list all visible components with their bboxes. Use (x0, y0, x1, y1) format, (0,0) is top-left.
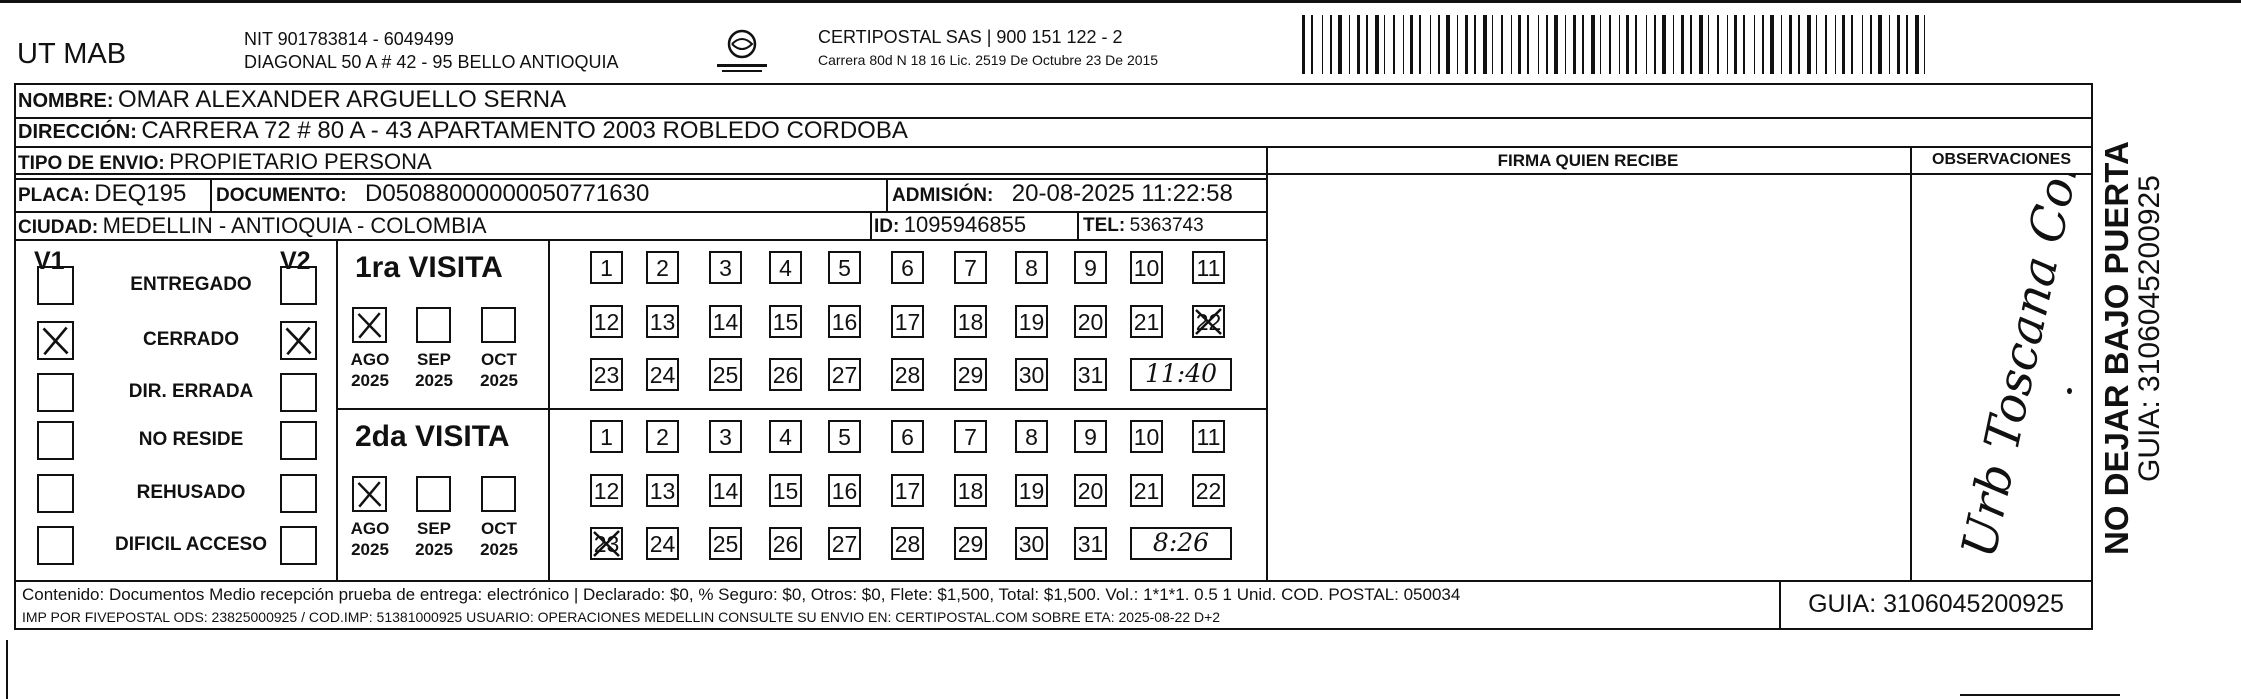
status-label: CERRADO (142, 329, 240, 350)
day-box-23[interactable]: 23 (590, 358, 623, 391)
day-box-26[interactable]: 26 (769, 527, 802, 560)
tel-value: 5363743 (1129, 215, 1204, 236)
name-row (18, 88, 566, 112)
plate-value: DEQ195 (94, 180, 187, 207)
status-label: DIFICIL ACCESO (114, 534, 267, 555)
day-box-29[interactable]: 29 (954, 358, 987, 391)
day-box-6[interactable]: 6 (891, 420, 924, 453)
day-box-4[interactable]: 4 (769, 420, 802, 453)
day-box-9[interactable]: 9 (1074, 251, 1107, 284)
day-box-8[interactable]: 8 (1015, 251, 1048, 284)
day-box-13[interactable]: 13 (646, 305, 679, 338)
month-label: OCT (481, 519, 517, 538)
v1-checkbox-1[interactable] (37, 321, 74, 360)
day-box-1[interactable]: 1 (590, 420, 623, 453)
month-checkbox-ago[interactable] (352, 476, 387, 512)
day-box-4[interactable]: 4 (769, 251, 802, 284)
v1-label: V1 (34, 247, 65, 275)
id-value: 1095946855 (903, 212, 1027, 237)
observations-handwriting (1912, 175, 2092, 579)
city-row (18, 215, 487, 237)
month-checkbox-sep[interactable] (416, 476, 451, 512)
plate-row (18, 182, 186, 206)
day-box-12[interactable]: 12 (590, 305, 623, 338)
month-year: 2025 (415, 540, 453, 559)
company-license: Carrera 80d N 18 16 Lic. 2519 De Octubre 23 De 2015 (818, 52, 1159, 68)
day-box-19[interactable]: 19 (1015, 474, 1048, 507)
sender-address: DIAGONAL 50 A # 42 - 95 BELLO ANTIOQUIA (244, 52, 619, 72)
day-box-10[interactable]: 10 (1130, 420, 1163, 453)
handwriting-svg (1912, 175, 2092, 579)
day-box-13[interactable]: 13 (646, 474, 679, 507)
status-label: ENTREGADO (130, 274, 252, 295)
left-page-edge (6, 640, 8, 699)
month-checkbox-oct[interactable] (481, 307, 516, 343)
day-box-27[interactable]: 27 (828, 527, 861, 560)
day-box-24[interactable]: 24 (646, 527, 679, 560)
observations-header: OBSERVACIONES (1932, 151, 2071, 168)
month-year: 2025 (415, 371, 453, 390)
day-box-9[interactable]: 9 (1074, 420, 1107, 453)
day-box-21[interactable]: 21 (1130, 474, 1163, 507)
day-box-17[interactable]: 17 (891, 474, 924, 507)
day-box-14[interactable]: 14 (709, 474, 742, 507)
day-box-11[interactable]: 11 (1192, 251, 1225, 284)
v2-checkbox-4[interactable] (280, 474, 317, 513)
v1-checkbox-2[interactable] (37, 373, 74, 412)
month-checkbox-ago[interactable] (352, 307, 387, 343)
day-box-30[interactable]: 30 (1015, 527, 1048, 560)
day-box-5[interactable]: 5 (828, 420, 861, 453)
status-label: DIR. ERRADA (128, 381, 254, 402)
day-mark-icon (590, 527, 623, 560)
id-label: ID: (874, 216, 900, 237)
admission-row (892, 182, 1233, 206)
visit-title: 1ra VISITA (355, 251, 503, 284)
status-label: NO RESIDE (138, 429, 244, 450)
month-year: 2025 (351, 540, 389, 559)
v1-checkbox-4[interactable] (37, 474, 74, 513)
day-box-14[interactable]: 14 (709, 305, 742, 338)
day-box-28[interactable]: 28 (891, 358, 924, 391)
day-box-17[interactable]: 17 (891, 305, 924, 338)
side-warning: NO DEJAR BAJO PUERTA (2098, 141, 2135, 555)
recipient-address: CARRERA 72 # 80 A - 43 APARTAMENTO 2003 ROBLEDO CORDOBA (141, 117, 908, 144)
footer-content: Contenido: Documentos Medio recepción prueba de entrega: electrónico | Declarado: $0, % Seguro: $0, Otros: $0, Flete: $1,500, Total: $1,500. Vol.: 1*1*1. 0.5 1 Unid. COD. POSTAL: 050034 (22, 585, 1461, 604)
day-box-25[interactable]: 25 (709, 527, 742, 560)
recipient-name: OMAR ALEXANDER ARGUELLO SERNA (118, 86, 567, 113)
day-box-6[interactable]: 6 (891, 251, 924, 284)
document-value: D05088000000050771630 (365, 180, 650, 207)
address-label: DIRECCIÓN: (18, 121, 137, 143)
day-box-15[interactable]: 15 (769, 474, 802, 507)
certipostal-logo (712, 28, 772, 76)
day-box-29[interactable]: 29 (954, 527, 987, 560)
day-box-1[interactable]: 1 (590, 251, 623, 284)
v2-label: V2 (280, 247, 311, 275)
day-box-12[interactable]: 12 (590, 474, 623, 507)
day-mark-icon (1192, 305, 1225, 338)
month-label: SEP (416, 519, 452, 538)
day-box-30[interactable]: 30 (1015, 358, 1048, 391)
day-box-8[interactable]: 8 (1015, 420, 1048, 453)
day-box-21[interactable]: 21 (1130, 305, 1163, 338)
day-box-31[interactable]: 31 (1074, 358, 1107, 391)
day-box-15[interactable]: 15 (769, 305, 802, 338)
footer-imp: IMP POR FIVEPOSTAL ODS: 23825000925 / COD.IMP: 51381000925 USUARIO: OPERACIONES MEDELLIN CONSULTE SU ENVIO EN: CERTIPOSTAL.COM SOBRE ETA: 2025-08-22 D+2 (22, 609, 1221, 625)
time-value: 11:40 (1144, 359, 1218, 388)
month-label: AGO (350, 519, 390, 538)
address-row (18, 119, 908, 143)
bottom-right-mark (1960, 694, 2120, 696)
day-box-5[interactable]: 5 (828, 251, 861, 284)
day-box-3[interactable]: 3 (709, 251, 742, 284)
admission-label: ADMISIÓN: (892, 185, 994, 206)
v2-checkbox-0[interactable] (280, 266, 317, 305)
plate-label: PLACA: (18, 185, 90, 206)
day-box-10[interactable]: 10 (1130, 251, 1163, 284)
sender-nit: NIT 901783814 - 6049499 (244, 29, 454, 49)
v1-checkbox-0[interactable] (37, 266, 74, 305)
signature-header: FIRMA QUIEN RECIBE (1497, 151, 1679, 170)
month-checkbox-sep[interactable] (416, 307, 451, 343)
shipping-type: PROPIETARIO PERSONA (169, 149, 432, 174)
day-box-11[interactable]: 11 (1192, 420, 1225, 453)
shipping-label: TIPO DE ENVIO: (18, 153, 165, 174)
month-label: AGO (350, 350, 390, 369)
day-box-20[interactable]: 20 (1074, 474, 1107, 507)
day-box-18[interactable]: 18 (954, 474, 987, 507)
barcode (1302, 15, 1927, 74)
day-box-22[interactable]: 22 (1192, 305, 1225, 338)
company-name: CERTIPOSTAL SAS | 900 151 122 - 2 (818, 27, 1123, 47)
day-box-25[interactable]: 25 (709, 358, 742, 391)
time-value: 8:26 (1152, 528, 1210, 557)
footer-guia: GUIA: 3106045200925 (1808, 590, 2064, 618)
name-label: NOMBRE: (18, 90, 114, 112)
day-box-16[interactable]: 16 (828, 474, 861, 507)
day-box-28[interactable]: 28 (891, 527, 924, 560)
day-box-19[interactable]: 19 (1015, 305, 1048, 338)
day-box-22[interactable]: 22 (1192, 474, 1225, 507)
day-box-27[interactable]: 27 (828, 358, 861, 391)
document-label: DOCUMENTO: (216, 185, 347, 206)
v2-checkbox-5[interactable] (280, 526, 317, 565)
day-box-16[interactable]: 16 (828, 305, 861, 338)
side-guia: GUIA: 3106045200925 (2133, 175, 2166, 482)
tel-row (1083, 216, 1204, 235)
month-year: 2025 (351, 371, 389, 390)
observations-handwriting-text: Urb Toscana (1950, 251, 2070, 563)
day-box-23[interactable]: 23 (590, 527, 623, 560)
day-box-18[interactable]: 18 (954, 305, 987, 338)
month-year: 2025 (480, 540, 518, 559)
id-row (874, 214, 1026, 236)
signature-area (1268, 175, 1908, 579)
day-box-26[interactable]: 26 (769, 358, 802, 391)
month-label: SEP (416, 350, 452, 369)
visit-title: 2da VISITA (355, 420, 510, 453)
v2-checkbox-1[interactable] (280, 321, 317, 360)
day-box-7[interactable]: 7 (954, 420, 987, 453)
document-row (216, 182, 649, 206)
day-box-31[interactable]: 31 (1074, 527, 1107, 560)
day-box-20[interactable]: 20 (1074, 305, 1107, 338)
city-value: MEDELLIN - ANTIOQUIA - COLOMBIA (102, 213, 487, 238)
v1-checkbox-3[interactable] (37, 421, 74, 460)
sender-name: UT MAB (17, 38, 127, 70)
v1-checkbox-5[interactable] (37, 526, 74, 565)
day-box-2[interactable]: 2 (646, 251, 679, 284)
v2-checkbox-3[interactable] (280, 421, 317, 460)
shipping-row (18, 151, 432, 173)
top-edge (0, 0, 2241, 3)
month-label: OCT (481, 350, 517, 369)
day-box-7[interactable]: 7 (954, 251, 987, 284)
v2-checkbox-2[interactable] (280, 373, 317, 412)
admission-value: 20-08-2025 11:22:58 (1011, 180, 1233, 207)
city-label: CIUDAD: (18, 217, 99, 238)
day-box-3[interactable]: 3 (709, 420, 742, 453)
day-box-2[interactable]: 2 (646, 420, 679, 453)
day-box-24[interactable]: 24 (646, 358, 679, 391)
month-checkbox-oct[interactable] (481, 476, 516, 512)
tel-label: TEL: (1083, 215, 1126, 236)
month-year: 2025 (480, 371, 518, 390)
status-label: REHUSADO (136, 482, 246, 503)
